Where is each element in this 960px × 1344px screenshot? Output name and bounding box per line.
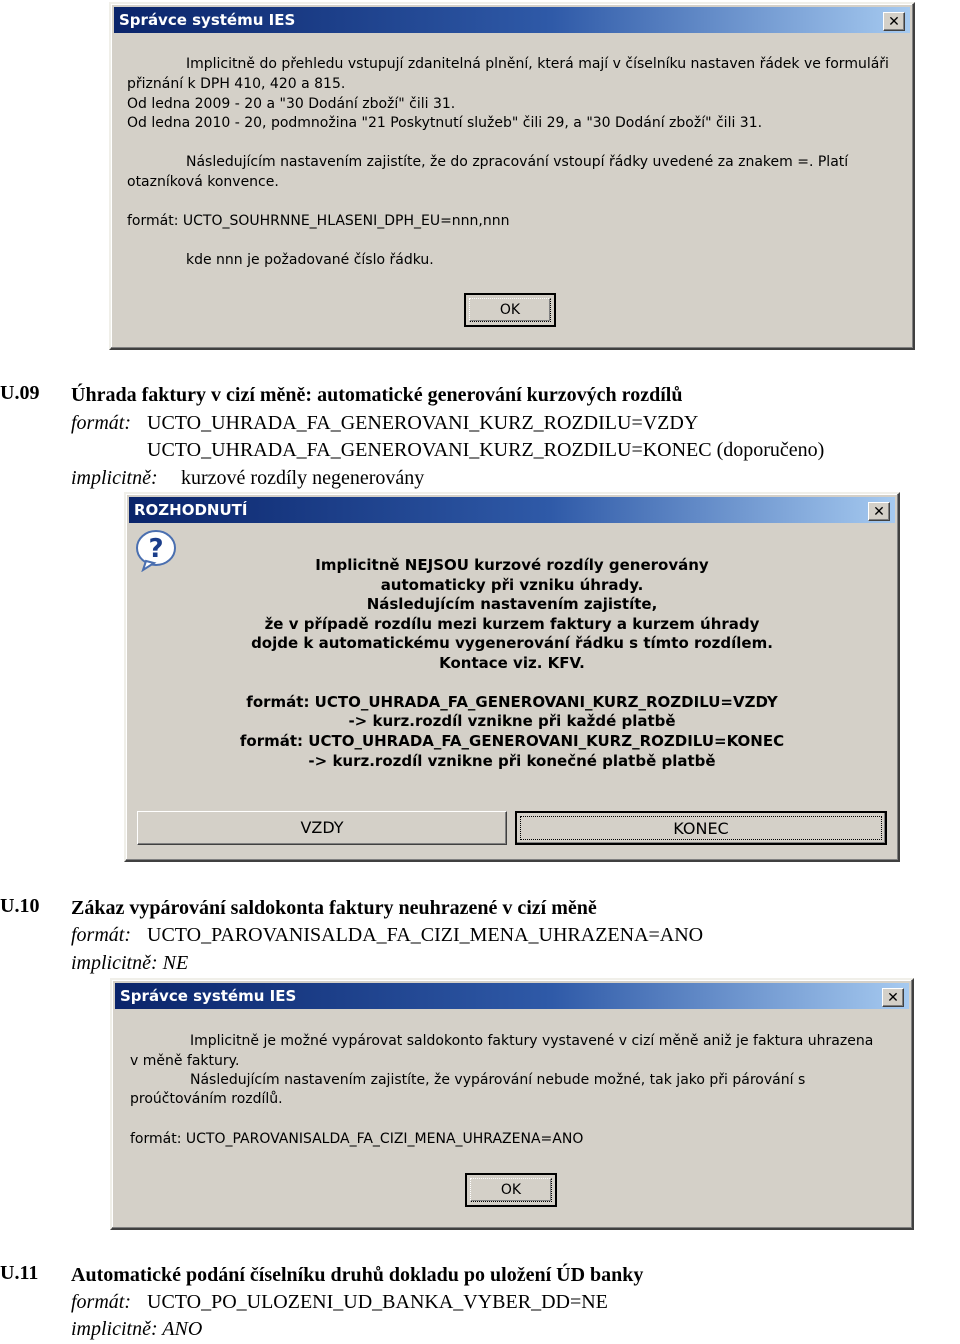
dialog-message-line: Implicitně je možné vypárovat saldokonto faktury vystavené v cizí měně aniž je faktura uhrazena	[190, 1033, 874, 1049]
dialog-message-line: automaticky při vzniku úhrady.	[380, 576, 644, 594]
dialog-message-line: Implicitně NEJSOU kurzové rozdíly generovány	[315, 556, 709, 574]
end-button-label: KONEC	[520, 816, 882, 840]
close-icon[interactable]: ✕	[883, 12, 905, 31]
default-label: implicitně: NE	[71, 952, 189, 974]
dialog-message-line: Od ledna 2009 - 20 a "30 Dodání zboží" čili 31.	[127, 96, 456, 112]
dialog-message-line: Implicitně do přehledu vstupují zdanitelná plnění, která mají v číselníku nastaven řádek ve formuláři	[186, 56, 889, 72]
dialog-title-bar	[129, 497, 895, 523]
always-button[interactable]: VZDY	[137, 811, 507, 845]
section-number: U.11	[0, 1262, 39, 1284]
dialog-message-line: -> kurz.rozdíl vznikne při konečné platbě platbě	[308, 752, 716, 770]
dialog-message-line: -> kurz.rozdíl vznikne při každé platbě	[348, 712, 676, 730]
format-label: formát:	[71, 412, 131, 434]
section-heading: Úhrada faktury v cizí měně: automatické generování kurzových rozdílů	[71, 384, 683, 406]
dialog-message-line: Od ledna 2010 - 20, podmnožina "21 Poskytnutí služeb" čili 29, a "30 Dodání zboží" čili 31.	[127, 115, 763, 131]
dialog-decision	[124, 492, 900, 862]
format-label: formát:	[71, 924, 131, 946]
ok-button[interactable]	[465, 1173, 557, 1207]
ok-button-label: OK	[470, 1178, 552, 1202]
format-value: UCTO_UHRADA_FA_GENEROVANI_KURZ_ROZDILU=VZDY	[147, 412, 699, 434]
close-icon[interactable]: ✕	[868, 502, 890, 521]
default-label: implicitně: ANO	[71, 1318, 203, 1340]
ok-button[interactable]	[464, 293, 556, 327]
dialog-system-admin-1	[109, 2, 915, 350]
dialog-message-line: v měně faktury.	[130, 1053, 240, 1069]
dialog-title: Správce systému IES	[120, 987, 297, 1005]
dialog-message-line: Následujícím nastavením zajistíte,	[366, 595, 658, 613]
dialog-format-line: formát: UCTO_PAROVANISALDA_FA_CIZI_MENA_UHRAZENA=ANO	[130, 1131, 584, 1147]
dialog-message-line: proúčtováním rozdílů.	[130, 1091, 283, 1107]
section-number: U.10	[0, 895, 40, 917]
format-value: UCTO_PAROVANISALDA_FA_CIZI_MENA_UHRAZENA=ANO	[147, 924, 704, 946]
ok-button-label: OK	[469, 298, 551, 322]
question-icon-glyph: ?	[148, 534, 164, 564]
dialog-title-bar	[115, 983, 909, 1009]
dialog-format-line: formát: UCTO_UHRADA_FA_GENEROVANI_KURZ_ROZDILU=KONEC	[239, 732, 785, 750]
dialog-message-line: přiznání k DPH 410, 420 a 815.	[127, 76, 346, 92]
section-heading: Automatické podání číselníku druhů dokladu po uložení ÚD banky	[71, 1264, 644, 1286]
dialog-format-line: formát: UCTO_SOUHRNNE_HLASENI_DPH_EU=nnn,nnn	[127, 213, 510, 229]
dialog-message-line: že v případě rozdílu mezi kurzem faktury a kurzem úhrady	[264, 615, 760, 633]
dialog-system-admin-2	[110, 978, 914, 1230]
close-icon[interactable]: ✕	[882, 988, 904, 1007]
default-value: kurzové rozdíly negenerovány	[181, 467, 425, 489]
dialog-title-bar	[114, 7, 910, 33]
dialog-message-line: Následujícím nastavením zajistíte, že do zpracování vstoupí řádky uvedené za znakem =. Platí	[186, 154, 849, 170]
dialog-message-line: Následujícím nastavením zajistíte, že vypárování nebude možné, tak jako při párování s	[190, 1072, 806, 1088]
format-value: UCTO_UHRADA_FA_GENEROVANI_KURZ_ROZDILU=KONEC (doporučeno)	[147, 439, 825, 461]
format-value: UCTO_PO_ULOZENI_UD_BANKA_VYBER_DD=NE	[147, 1291, 608, 1313]
dialog-title: ROZHODNUTÍ	[134, 501, 248, 519]
dialog-format-line: formát: UCTO_UHRADA_FA_GENEROVANI_KURZ_ROZDILU=VZDY	[246, 693, 778, 711]
section-number: U.09	[0, 382, 40, 404]
dialog-message-line: dojde k automatickému vygenerování řádku s tímto rozdílem.	[251, 634, 773, 652]
dialog-message-line: otazníková konvence.	[127, 174, 279, 190]
default-label: implicitně:	[71, 467, 158, 489]
dialog-message-line: Kontace viz. KFV.	[439, 654, 585, 672]
section-heading: Zákaz vypárování saldokonta faktury neuhrazené v cizí měně	[71, 897, 597, 919]
dialog-title: Správce systému IES	[119, 11, 296, 29]
dialog-message-line: kde nnn je požadované číslo řádku.	[186, 252, 434, 268]
end-button[interactable]	[515, 811, 887, 845]
format-label: formát:	[71, 1291, 131, 1313]
